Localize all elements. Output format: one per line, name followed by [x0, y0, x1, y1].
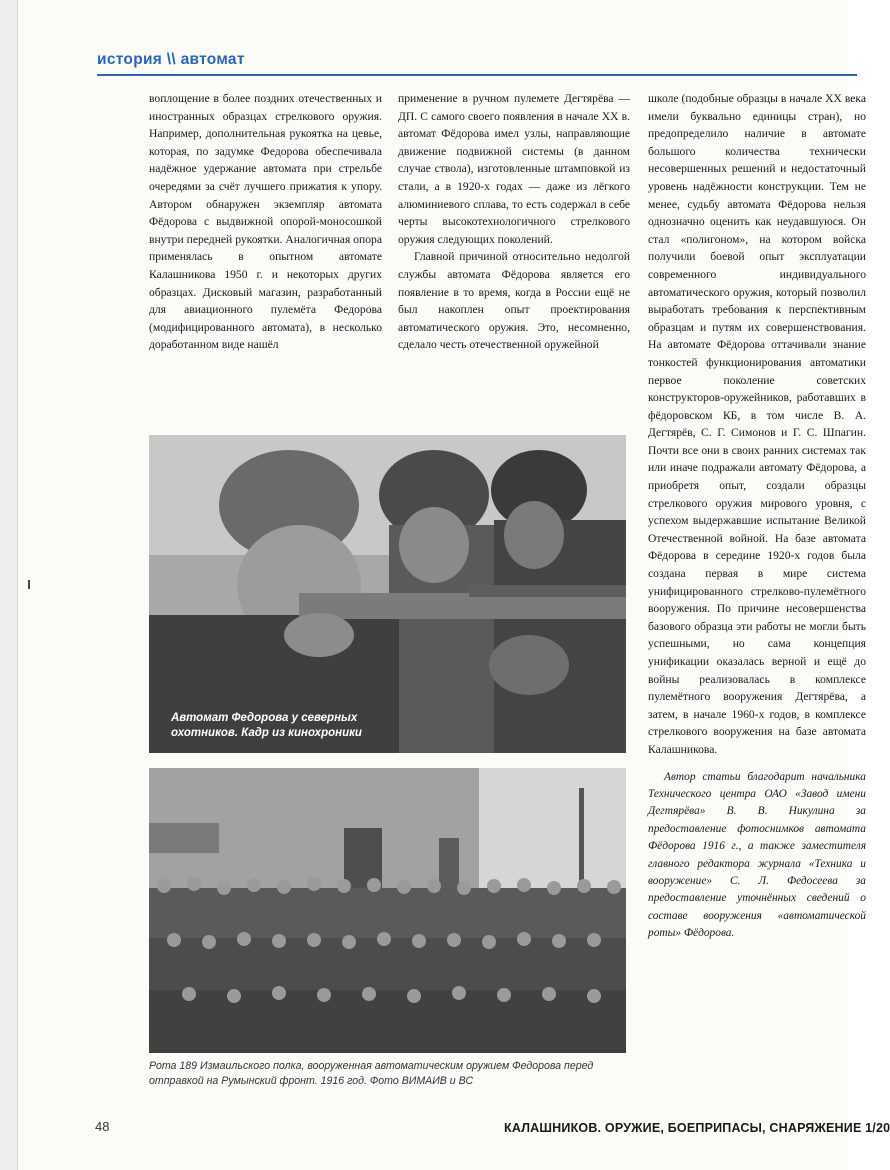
- page-gutter: [0, 0, 18, 1170]
- text-column-2: [398, 90, 630, 430]
- photo-caption-overlay: Автомат Федорова у северных охотников. Кадр из кинохроники: [171, 712, 362, 739]
- paragraph: Главной причиной относительно недолгой службы автомата Фёдорова является его появление в то время, когда в России ещё не был накоплен опыт проектирования автоматического оружия. Это, несомненно, сделало честь отечественной оружейной: [398, 250, 630, 352]
- paragraph: воплощение в более поздних отечественных и иностранных образцах стрелкового оружия. Например, дополнительная рукоятка на цевье, которая, по задумке Федорова обеспечивала надёжное удержание автомата при стрельбе очередями за счёт лучшего прижатия к упору. Автором обнаружен экземпляр автомата Фёдорова с выдвижной опорой-моносошкой внутри передней рукоятки. Аналогичная опора применялась в опытном автомате Калашникова 1950 г. и некоторых других образцах. Дисковый магазин, разработанный для авиационного пулемёта Федорова (модифицированного автомата), в несколько доработанном виде нашёл: [149, 92, 382, 352]
- photo-hunters-with-rifle: [149, 435, 626, 753]
- photo-company-group: [149, 768, 626, 1053]
- paragraph: школе (подобные образцы в начале XX века имели буквально единицы стран), но предопределило наличие в автомате большого количества технически несовершенных решений и недостаточный уровень надёжности конструкции. Тем не менее, судьбу автомата Фёдорова нельзя однозначно оценить как неудавшуюся. Он стал «полигоном», на котором войска получили боевой опыт эксплуатации современного индивидуального автоматического оружия, который позволил выработать требования к перспективным образцам и путям их совершенствования. На автомате Фёдорова оттачивали знание тонкостей функционирования автоматики первое поколение советских конструкторов-оружейников, работавших в фёдоровском КБ, в том числе В. А. Дегтярёв, С. Г. Симонов и Г. С. Шпагин. Почти все они в своих ранних системах так или иначе подражали автомату Фёдорова, а приобретя опыт, создали образцы стрелкового оружия мирового уровня, с успехом выдержавшие испытание Великой Отечественной войной. На базе автомата Фёдорова в середине 1920-х годов была создана первая в мире система унифицированного стрелково-пулемётного вооружения. По причине несовершенства базового образца эти работы не могли быть успешными, но сама концепция унификации оказалась верной и ещё до войны реализовалась в комплексе пулемётного вооружения Дегтярёва, а затем, в начале 1960-х годов, в комплексе стрелкового вооружения на базе автомата Калашникова.: [648, 92, 866, 756]
- margin-mark: [28, 580, 30, 589]
- page-number: 48: [95, 1119, 110, 1134]
- paragraph: применение в ручном пулемете Дегтярёва — ДП. С самого своего появления в начале XX в. автомат Фёдорова имел узлы, направляющие движение подвижной системы (в данном случае ствола), изготовленные штамповкой из стали, а в 1920-х годах — даже из лёгкого алюминиевого сплава, то есть содержал в себе черты высокотехнологичного стрелкового оружия следующих поколений.: [398, 92, 630, 246]
- photo-company-illustration: [149, 768, 626, 1053]
- footer: [504, 1115, 890, 1139]
- text-column-3: [648, 90, 866, 940]
- section-header: история \\ автомат: [97, 51, 245, 68]
- text-column-1: [149, 90, 382, 430]
- photo-hunters-illustration: [149, 435, 626, 753]
- acknowledgement: Автор статьи благодарит начальника Технического центра ОАО «Завод имени Дегтярёва» В. В. Никулина за предоставление фотоснимков автомата Фёдорова 1916 г., а также заместителя главного редактора журнала «Техника и вооружение» С. Л. Федосеева за предоставление уточнённых сведений о составе вооружения «автоматической роты» Фёдорова.: [648, 770, 866, 940]
- header-rule: [97, 74, 857, 76]
- magazine-title: КАЛАШНИКОВ. ОРУЖИЕ, БОЕПРИПАСЫ, СНАРЯЖЕНИЕ 1/20: [504, 1121, 890, 1135]
- photo-caption: Рота 189 Измаильского полка, вооруженная автоматическим оружием Федорова перед отправкой на Румынский фронт. 1916 год. Фото ВИМАИВ и ВС: [149, 1060, 594, 1087]
